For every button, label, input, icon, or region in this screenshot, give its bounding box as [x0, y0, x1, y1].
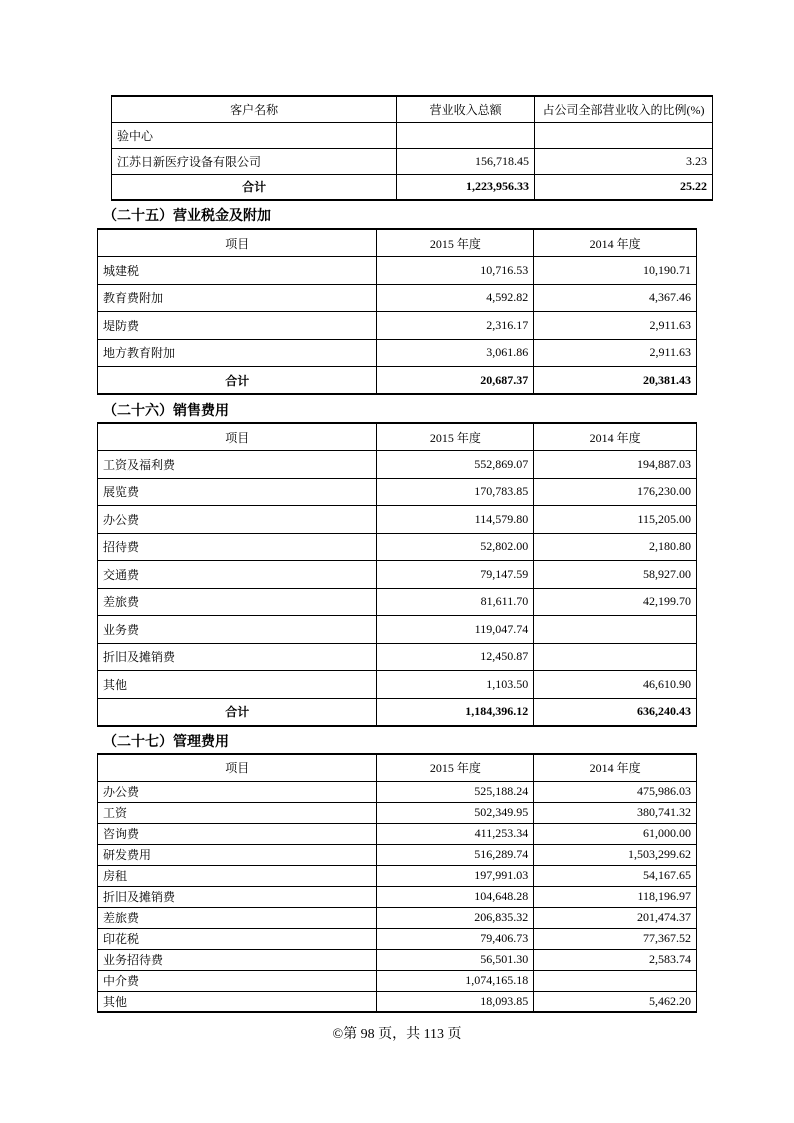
- table-row: [98, 506, 697, 534]
- table-row: [98, 616, 697, 644]
- sales-expense-table: [97, 422, 697, 727]
- item-cell: 地方教育附加: [98, 339, 377, 367]
- value-cell: [534, 616, 697, 644]
- table-row: [98, 284, 697, 312]
- table-header-row: [112, 96, 713, 122]
- value-cell: 1,103.50: [377, 671, 534, 699]
- section-title-sales: （二十六）销售费用: [103, 403, 229, 419]
- table-row: [98, 451, 697, 479]
- table-row: [98, 865, 697, 886]
- item-cell: 差旅费: [98, 907, 377, 928]
- value-cell: 119,047.74: [377, 616, 534, 644]
- admin-expense-table: [97, 753, 697, 1013]
- item-cell: 交通费: [98, 561, 377, 589]
- value-cell: 10,716.53: [377, 257, 534, 285]
- table-row: [98, 802, 697, 823]
- value-cell: 156,718.45: [397, 148, 535, 174]
- header-cell: 营业收入总额: [397, 96, 535, 122]
- value-cell: 79,406.73: [377, 928, 534, 949]
- value-cell: 58,927.00: [534, 561, 697, 589]
- header-cell: 2015 年度: [377, 754, 534, 781]
- table-row: [98, 257, 697, 285]
- value-cell: 475,986.03: [534, 781, 697, 802]
- item-cell: 验中心: [112, 122, 397, 148]
- table-row: [98, 823, 697, 844]
- total-value: 1,223,956.33: [397, 174, 535, 200]
- value-cell: 42,199.70: [534, 588, 697, 616]
- item-cell: 城建税: [98, 257, 377, 285]
- section-title-tax: （二十五）营业税金及附加: [103, 208, 271, 224]
- item-cell: 工资及福利费: [98, 451, 377, 479]
- value-cell: 2,180.80: [534, 533, 697, 561]
- value-cell: 115,205.00: [534, 506, 697, 534]
- header-cell: 2014 年度: [534, 423, 697, 451]
- value-cell: 206,835.32: [377, 907, 534, 928]
- value-cell: 170,783.85: [377, 478, 534, 506]
- value-cell: 81,611.70: [377, 588, 534, 616]
- total-row: [98, 698, 697, 726]
- customer-revenue-table: [111, 95, 713, 201]
- value-cell: 118,196.97: [534, 886, 697, 907]
- table-row: [98, 671, 697, 699]
- value-cell: 197,991.03: [377, 865, 534, 886]
- tax-surcharge-table: [97, 228, 697, 395]
- value-cell: 516,289.74: [377, 844, 534, 865]
- total-value: 1,184,396.12: [377, 698, 534, 726]
- table-row: [98, 844, 697, 865]
- value-cell: 18,093.85: [377, 991, 534, 1012]
- value-cell: 46,610.90: [534, 671, 697, 699]
- item-cell: 差旅费: [98, 588, 377, 616]
- table-header-row: [98, 229, 697, 257]
- item-cell: 展览费: [98, 478, 377, 506]
- item-cell: 咨询费: [98, 823, 377, 844]
- item-cell: 研发费用: [98, 844, 377, 865]
- page-footer: ©第 98 页，共 113 页: [332, 1027, 462, 1042]
- table-row: [112, 148, 713, 174]
- total-row: [112, 174, 713, 200]
- table-row: [98, 478, 697, 506]
- item-cell: 印花税: [98, 928, 377, 949]
- value-cell: 54,167.65: [534, 865, 697, 886]
- value-cell: 61,000.00: [534, 823, 697, 844]
- value-cell: [534, 970, 697, 991]
- value-cell: 502,349.95: [377, 802, 534, 823]
- value-cell: 79,147.59: [377, 561, 534, 589]
- header-cell: 项目: [98, 229, 377, 257]
- table-row: [98, 949, 697, 970]
- total-label: 合计: [112, 174, 397, 200]
- value-cell: 12,450.87: [377, 643, 534, 671]
- value-cell: 77,367.52: [534, 928, 697, 949]
- header-cell: 2015 年度: [377, 229, 534, 257]
- total-value: 25.22: [535, 174, 713, 200]
- item-cell: 业务招待费: [98, 949, 377, 970]
- value-cell: 1,074,165.18: [377, 970, 534, 991]
- table-row: [98, 928, 697, 949]
- total-label: 合计: [98, 367, 377, 395]
- item-cell: 折旧及摊销费: [98, 886, 377, 907]
- header-cell: 2014 年度: [534, 754, 697, 781]
- header-cell: 2014 年度: [534, 229, 697, 257]
- total-value: 636,240.43: [534, 698, 697, 726]
- table-row: [98, 970, 697, 991]
- header-cell: 客户名称: [112, 96, 397, 122]
- value-cell: 2,316.17: [377, 312, 534, 340]
- table-row: [98, 886, 697, 907]
- value-cell: 194,887.03: [534, 451, 697, 479]
- header-cell: 占公司全部营业收入的比例(%): [535, 96, 713, 122]
- table-row: [98, 533, 697, 561]
- table-row: [98, 588, 697, 616]
- total-value: 20,687.37: [377, 367, 534, 395]
- item-cell: 其他: [98, 991, 377, 1012]
- value-cell: 114,579.80: [377, 506, 534, 534]
- header-cell: 项目: [98, 754, 377, 781]
- table-row: [98, 312, 697, 340]
- table-header-row: [98, 754, 697, 781]
- item-cell: 堤防费: [98, 312, 377, 340]
- table-row: [98, 643, 697, 671]
- item-cell: 办公费: [98, 506, 377, 534]
- header-cell: 项目: [98, 423, 377, 451]
- value-cell: 4,592.82: [377, 284, 534, 312]
- value-cell: 104,648.28: [377, 886, 534, 907]
- total-row: [98, 367, 697, 395]
- value-cell: 1,503,299.62: [534, 844, 697, 865]
- item-cell: 中介费: [98, 970, 377, 991]
- item-cell: 业务费: [98, 616, 377, 644]
- total-label: 合计: [98, 698, 377, 726]
- table-row: [112, 122, 713, 148]
- item-cell: 江苏日新医疗设备有限公司: [112, 148, 397, 174]
- value-cell: 2,911.63: [534, 312, 697, 340]
- value-cell: [534, 643, 697, 671]
- item-cell: 教育费附加: [98, 284, 377, 312]
- table-header-row: [98, 423, 697, 451]
- item-cell: 办公费: [98, 781, 377, 802]
- table-row: [98, 907, 697, 928]
- value-cell: 2,911.63: [534, 339, 697, 367]
- value-cell: 3.23: [535, 148, 713, 174]
- item-cell: 其他: [98, 671, 377, 699]
- value-cell: [397, 122, 535, 148]
- section-title-admin: （二十七）管理费用: [103, 734, 229, 750]
- table-row: [98, 991, 697, 1012]
- value-cell: 56,501.30: [377, 949, 534, 970]
- item-cell: 房租: [98, 865, 377, 886]
- value-cell: [535, 122, 713, 148]
- value-cell: 2,583.74: [534, 949, 697, 970]
- value-cell: 52,802.00: [377, 533, 534, 561]
- value-cell: 411,253.34: [377, 823, 534, 844]
- item-cell: 招待费: [98, 533, 377, 561]
- value-cell: 3,061.86: [377, 339, 534, 367]
- value-cell: 380,741.32: [534, 802, 697, 823]
- value-cell: 10,190.71: [534, 257, 697, 285]
- table-row: [98, 781, 697, 802]
- value-cell: 525,188.24: [377, 781, 534, 802]
- table-row: [98, 339, 697, 367]
- value-cell: 176,230.00: [534, 478, 697, 506]
- header-cell: 2015 年度: [377, 423, 534, 451]
- value-cell: 4,367.46: [534, 284, 697, 312]
- value-cell: 552,869.07: [377, 451, 534, 479]
- item-cell: 折旧及摊销费: [98, 643, 377, 671]
- table-row: [98, 561, 697, 589]
- value-cell: 5,462.20: [534, 991, 697, 1012]
- value-cell: 201,474.37: [534, 907, 697, 928]
- total-value: 20,381.43: [534, 367, 697, 395]
- item-cell: 工资: [98, 802, 377, 823]
